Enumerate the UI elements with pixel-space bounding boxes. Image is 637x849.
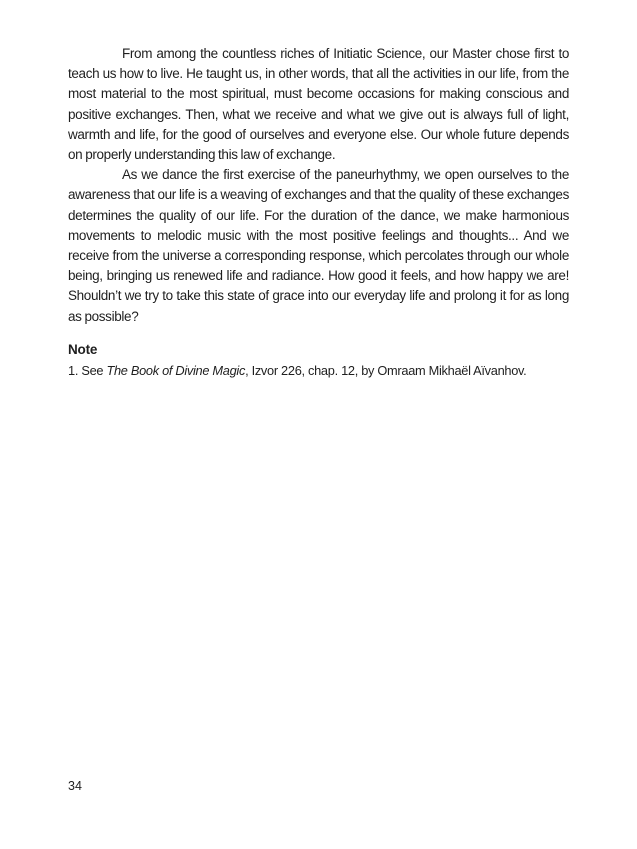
paragraph-2: As we dance the first exercise of the paneurhythmy, we open ourselves to the awareness that our life is a weaving of exchanges and that the quality of these exchanges determines the quality of our life. For the duration of the dance, we make harmonious movements to melodic music with the most positive feelings and thoughts... And we receive from the universe a corresponding response, which percolates through our whole being, bringing us renewed life and radiance. How good it feels, and how happy we are! Shouldn’t we try to take this state of grace into our everyday life and prolong it for as long as possible?: [68, 167, 569, 324]
page-number: 34: [68, 779, 82, 793]
note-item-prefix: 1. See: [68, 362, 107, 378]
paragraph-1: From among the countless riches of Initiatic Science, our Master chose first to teach us how to live. He taught us, in other words, that all the activities in our life, from the most material to the most spiritual, must become occasions for making conscious and positive exchanges. Then, what we receive and what we give out is always full of light, warmth and life, for the good of ourselves and everyone else. Our whole future depends on properly understanding this law of exchange.: [68, 46, 569, 163]
note-section: [68, 340, 569, 380]
note-item-suffix: , Izvor 226, chap. 12, by Omraam Mikhaël Aïvanhov.: [245, 362, 527, 378]
note-item: [68, 362, 569, 380]
note-book-title: The Book of Divine Magic: [106, 362, 246, 378]
note-heading: Note: [68, 341, 98, 357]
text-block: [68, 44, 569, 380]
